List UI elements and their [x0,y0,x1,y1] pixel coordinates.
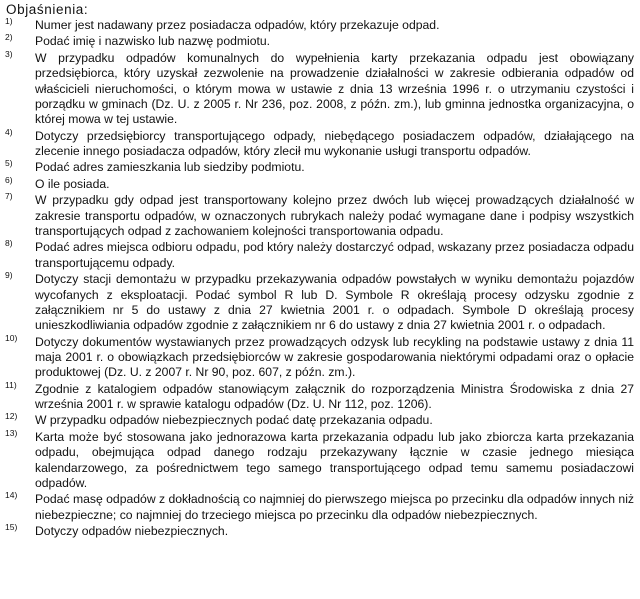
note-text: W przypadku gdy odpad jest transportowany kolejno przez dwóch lub więcej prowadzących działalność w zakresie transportu odpadów, w oznaczonych rubrykach należy podać wymagane dane i podpisy wszystkich transportujących odpad z zachowaniem kolejności transportowania odpadu. [35,193,634,238]
note-number: 7) [5,191,13,202]
note-number: 8) [5,238,13,249]
note-number: 9) [5,270,13,281]
note-number: 5) [5,158,13,169]
note-number: 11) [5,379,17,390]
note-text: Podać adres miejsca odbioru odpadu, pod który należy dostarczyć odpad, wskazany przez posiadacza odpadu transportującemu odpady. [35,240,634,270]
notes-list [4,18,636,539]
note-text: Dotyczy dokumentów wystawianych przez prowadzących odzysk lub recykling na podstawie ustawy z dnia 11 maja 2001 r. o obowiązkach przedsiębiorców w zakresie gospodarowania niektórymi odpadami oraz o opłacie produktowej (Dz. U. z 2007 r. Nr 90, poz. 607, z późn. zm.). [35,334,634,380]
note-number: 12) [5,411,18,422]
note-4 [4,126,636,160]
note-number: 14) [5,490,18,501]
note-3 [4,48,636,127]
note-11 [4,379,636,413]
note-number: 2) [5,32,13,43]
note-7 [4,193,636,239]
note-number: 13) [5,427,18,438]
note-text: Zgodnie z katalogiem odpadów stanowiącym załącznik do rozporządzenia Ministra Środowiska z dnia 27 września 2001 r. w sprawie katalogu odpadów (Dz. U. Nr 112, poz. 1206). [35,381,634,411]
note-text: W przypadku odpadów komunalnych do wypełnienia karty przekazania odpadu jest obowiązany przedsiębiorca, który uzyskał zezwolenie na prowadzenie działalności w zakresie odbierania odpadów od właścicieli nieruchomości, o którym mowa w ustawie z dnia 13 września 1996 r. o utrzymaniu czystości i porządku w gminach (Dz. U. z 2005 r. Nr 236, poz. 2008, z późn. zm.), lub gminna jednostka organizacyjna, o której mowa w tej ustawie. [35,50,634,127]
note-10 [4,332,636,381]
note-text: O ile posiada. [35,176,110,191]
note-text: Podać adres zamieszkania lub siedziby podmiotu. [35,160,305,175]
note-number: 3) [5,48,13,59]
note-text: Podać imię i nazwisko lub nazwę podmiotu. [35,34,271,49]
note-1 [4,18,636,33]
note-text: Dotyczy stacji demontażu w przypadku przekazywania odpadów powstałych w wyniku demontażu pojazdów wycofanych z eksploatacji. Podać symbol R lub D. Symbole R określają procesy odzysku zgodnie z załącznikiem nr 5 do ustawy z dnia 27 kwietnia 2001 r. o odpadach. Symbole D określają procesy unieszkodliwiania odpadów zgodnie z załącznikiem nr 6 do ustawy z dnia 27 kwietnia 2001 r. o odpadach. [35,272,634,333]
note-12 [4,413,636,428]
note-text: Dotyczy odpadów niebezpiecznych. [35,524,229,539]
note-8 [4,240,636,271]
note-text: Podać masę odpadów z dokładnością co najmniej do pierwszego miejsca po przecinku dla odpadów innych niż niebezpieczne; co najmniej do trzeciego miejsca po przecinku dla odpadów niebezpiecznych. [35,492,634,522]
note-text: Karta może być stosowana jako jednorazowa karta przekazania odpadu lub jako zbiorcza karta przekazania odpadu, obejmująca odpad danego rodzaju przekazywany łącznie w czasie jednego miesiąca kalendarzowego, za pośrednictwem tego samego transportującego odpad temu samemu posiadaczowi odpadów. [35,429,634,490]
note-number: 10) [5,332,18,343]
note-number: 15) [5,522,18,533]
note-number: 4) [5,126,13,137]
note-text: Dotyczy przedsiębiorcy transportującego odpady, niebędącego posiadaczem odpadów, działającego na zlecenie innego posiadacza odpadów, który zlecił mu wykonanie usługi transportu odpadów. [35,128,634,158]
note-text: Numer jest nadawany przez posiadacza odpadów, który przekazuje odpad. [35,18,440,32]
explanations-heading: Objaśnienia: [6,2,89,17]
note-number: 6) [5,174,13,185]
note-2 [4,34,636,49]
note-15 [4,524,636,539]
note-6 [4,174,636,192]
note-text: W przypadku odpadów niebezpiecznych podać datę przekazania odpadu. [35,413,433,428]
note-5 [4,160,636,175]
note-number: 1) [5,16,13,26]
note-14 [4,492,636,523]
note-9 [4,272,636,333]
note-13 [4,427,636,491]
